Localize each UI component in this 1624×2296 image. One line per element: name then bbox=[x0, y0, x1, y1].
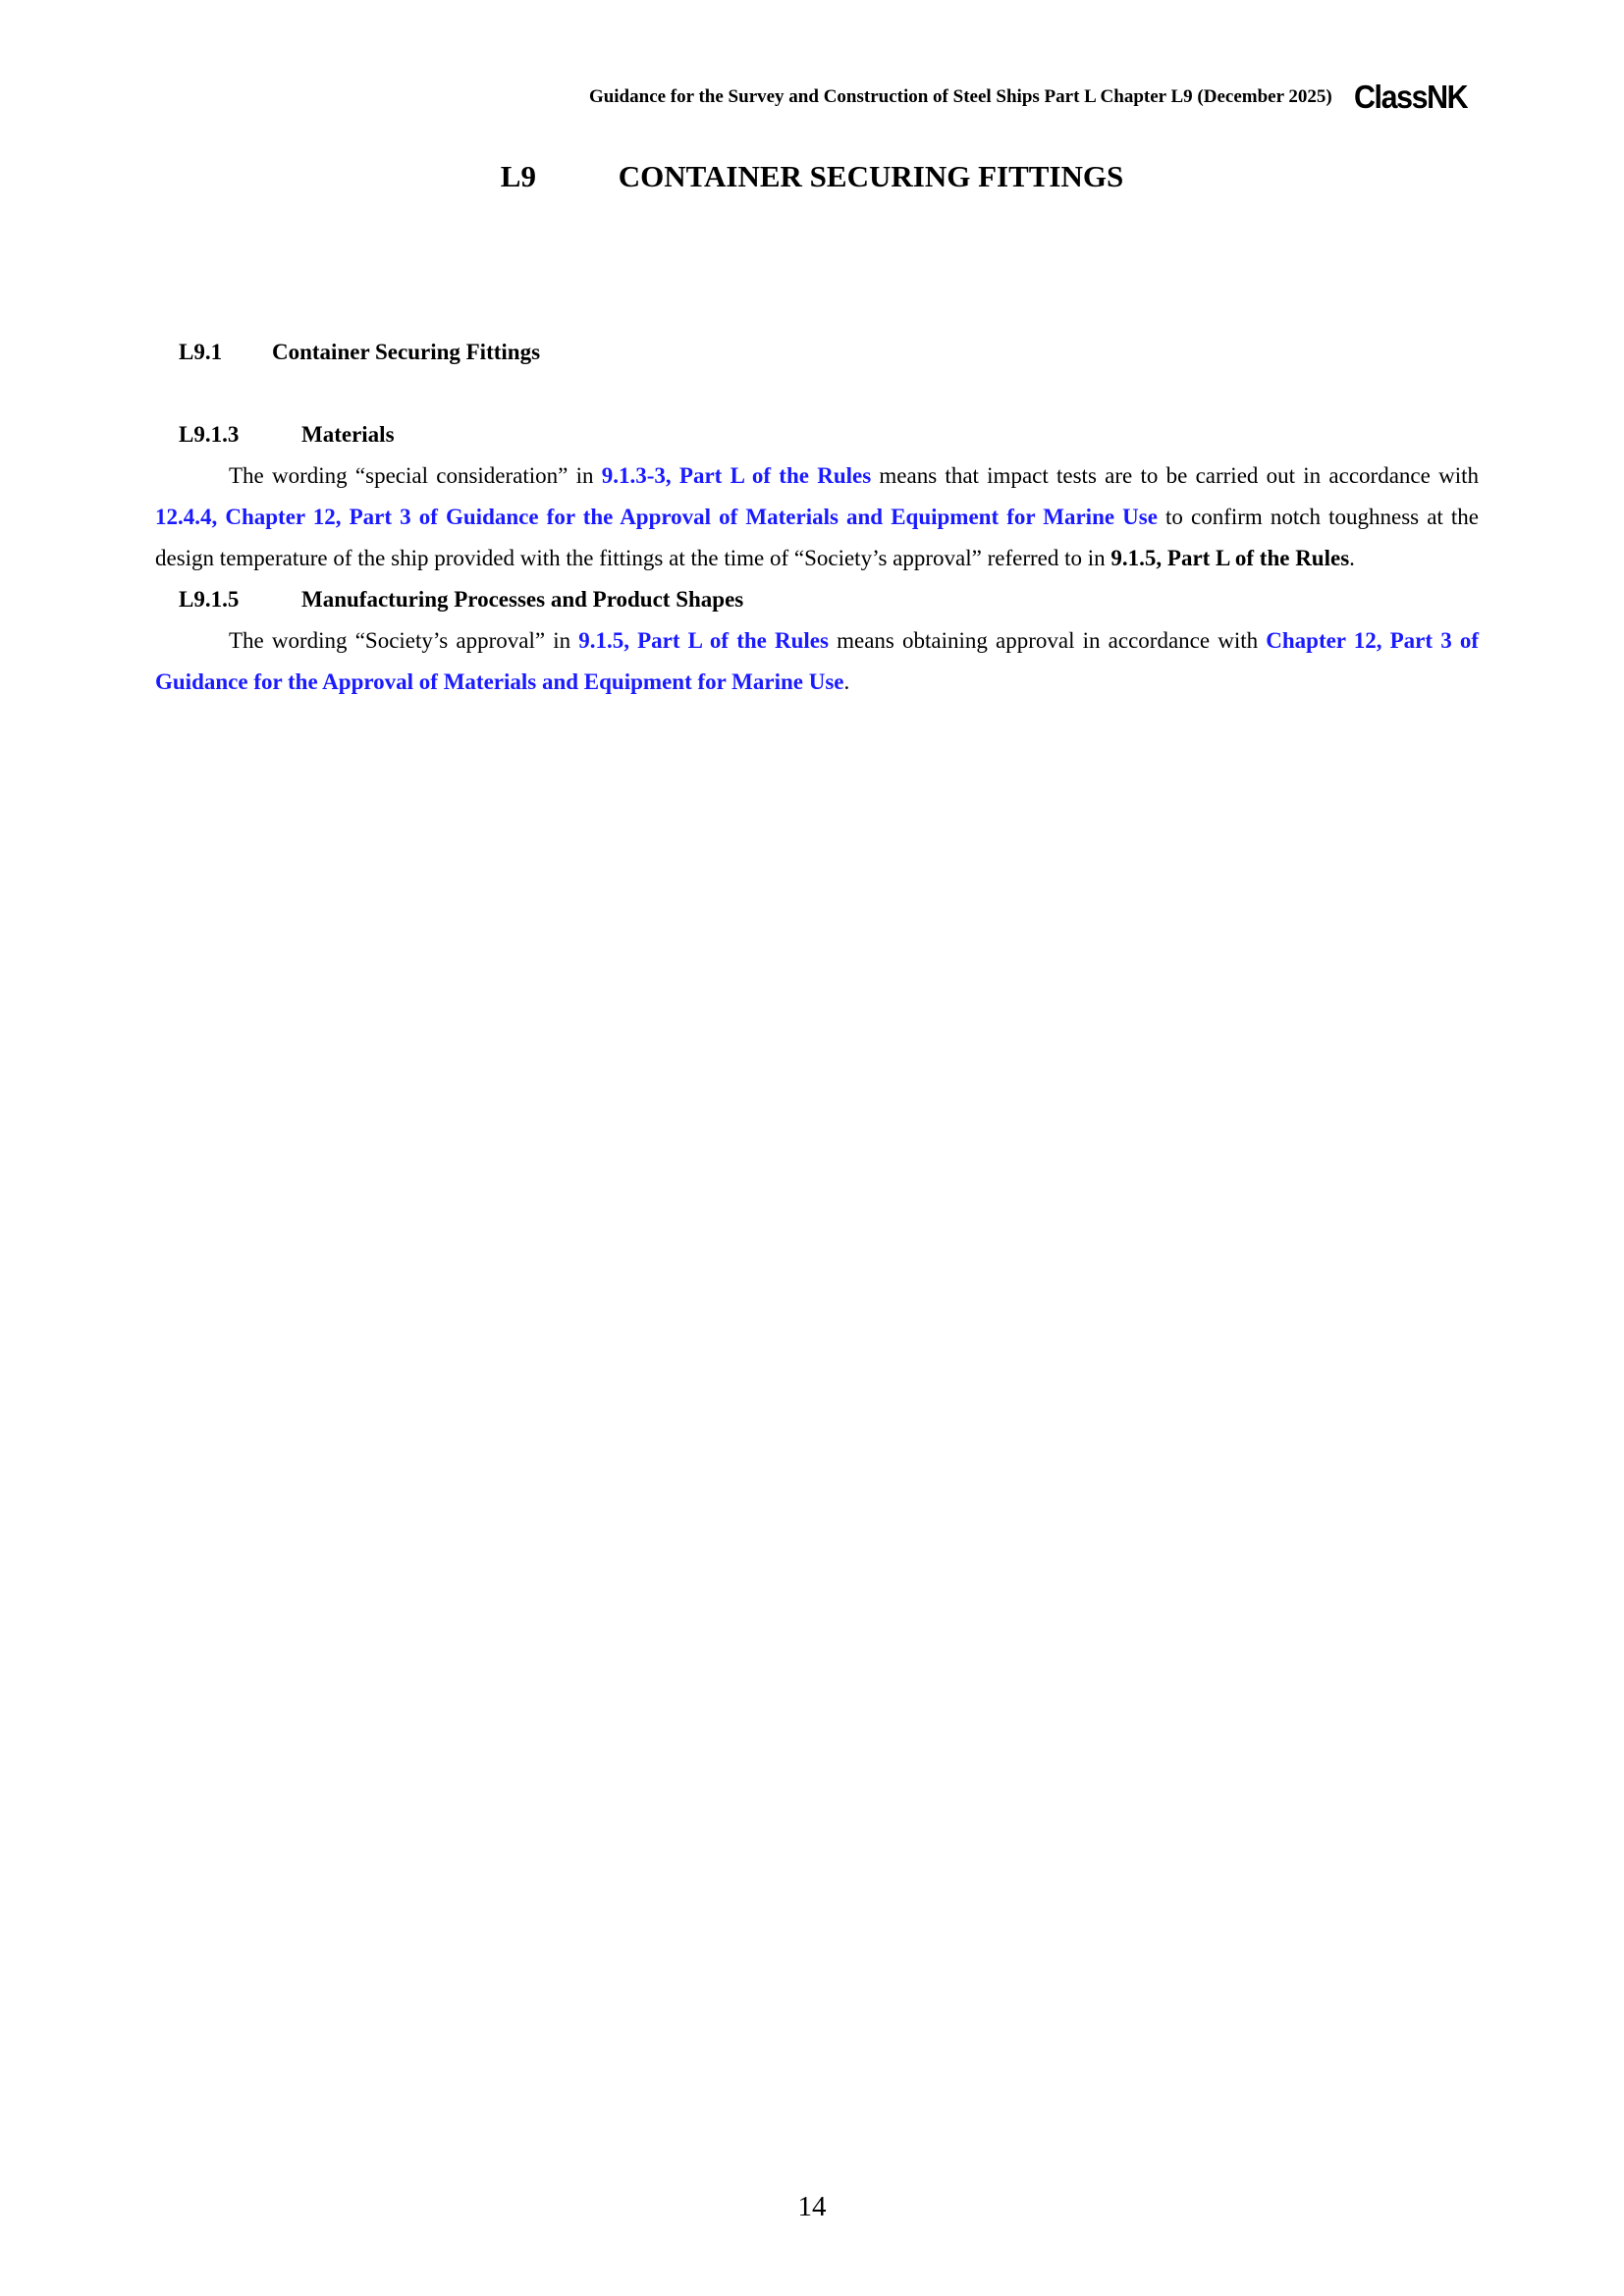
paragraph-text: means obtaining approval in accordance with bbox=[828, 628, 1267, 653]
subsection-number: L9.1.3 bbox=[179, 422, 240, 447]
paragraph-text: to confirm notch toughness at the design temperature of the ship provided with the fittings at the time of “Society’s approval” referred to in bbox=[155, 505, 1479, 570]
subsection-title: Materials bbox=[301, 422, 395, 447]
paragraph-text: . bbox=[843, 669, 850, 694]
rule-reference-9-1-5: 9.1.5, Part L of the Rules bbox=[1110, 546, 1350, 570]
header-title: Guidance for the Survey and Construction of Steel Ships Part L Chapter L9 (December 2025) bbox=[588, 85, 1332, 107]
subsection-title: Manufacturing Processes and Product Shapes bbox=[301, 587, 744, 612]
subsection-heading-materials bbox=[155, 414, 1479, 455]
rule-link-9-1-3-3[interactable]: 9.1.3-3, Part L of the Rules bbox=[601, 463, 872, 488]
chapter-name: CONTAINER SECURING FITTINGS bbox=[618, 159, 1124, 193]
chapter-title bbox=[0, 159, 1624, 194]
paragraph-text: means that impact tests are to be carried out in accordance with bbox=[871, 463, 1479, 488]
rule-link-9-1-5[interactable]: 9.1.5, Part L of the Rules bbox=[578, 628, 829, 653]
materials-paragraph bbox=[155, 455, 1479, 579]
guidance-link-chapter-12[interactable]: Chapter 12, Part 3 of Guidance for the Approval of Materials and Equipment for Marine Use bbox=[155, 628, 1479, 694]
page-number: 14 bbox=[797, 2191, 827, 2222]
classnk-logo: ClassNK bbox=[1353, 79, 1467, 115]
paragraph-text: The wording “Society’s approval” in bbox=[229, 628, 579, 653]
manufacturing-paragraph bbox=[155, 620, 1479, 703]
section-number: L9.1 bbox=[179, 340, 223, 364]
paragraph-text: The wording “special consideration” in bbox=[229, 463, 602, 488]
subsection-number: L9.1.5 bbox=[179, 587, 240, 612]
guidance-link-12-4-4[interactable]: 12.4.4, Chapter 12, Part 3 of Guidance for the Approval of Materials and Equipment for Marine Use bbox=[155, 505, 1158, 529]
section-heading bbox=[155, 332, 1479, 373]
chapter-number: L9 bbox=[500, 159, 536, 193]
section-title: Container Securing Fittings bbox=[272, 340, 541, 364]
document-body bbox=[155, 332, 1479, 703]
page-header bbox=[589, 80, 1477, 113]
subsection-heading-manufacturing bbox=[155, 579, 1479, 620]
paragraph-text: . bbox=[1349, 546, 1355, 570]
